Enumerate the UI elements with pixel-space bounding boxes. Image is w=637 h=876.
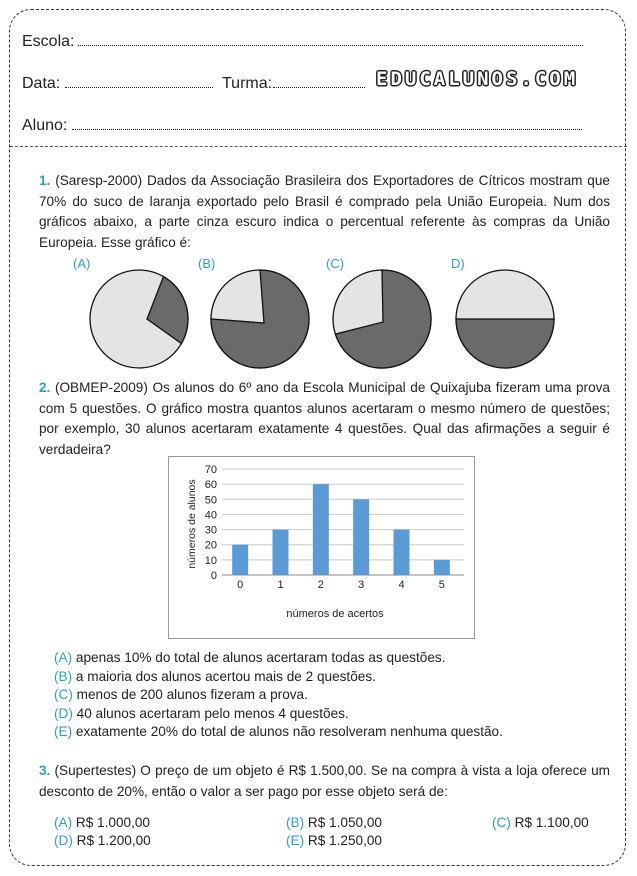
- x-tick-label: 0: [237, 579, 244, 591]
- q3-option-b-text: R$ 1.050,00: [307, 815, 382, 830]
- q3-option-a-text: R$ 1.000,00: [75, 815, 150, 830]
- q2-option-d-text: 40 alunos acertaram pelo menos 4 questões.: [76, 706, 349, 721]
- question-3-number: 3.: [39, 763, 51, 778]
- bar-1: [273, 530, 289, 575]
- y-tick-label: 0: [210, 570, 217, 582]
- question-3-text: (Supertestes) O preço de um objeto é R$ 1.500,00. Se na compra à vista a loja oferece um desconto de 20%, então o valor a ser pago por esse objeto será de:: [39, 763, 610, 799]
- school-label: Escola:: [22, 33, 75, 50]
- bar-5: [434, 560, 450, 575]
- bar-0: [232, 545, 248, 575]
- q3-option-a-letter: (A): [54, 815, 73, 830]
- pie-chart-a: [88, 268, 190, 370]
- q3-option-c[interactable]: [492, 815, 589, 830]
- y-tick-label: 20: [204, 539, 217, 552]
- question-3: [39, 761, 610, 802]
- question-1-text: (Saresp-2000) Dados da Associação Brasileira dos Exportadores de Cítricos mostram que 70% do suco de laranja exportado pelo Brasil é comprado pela União Europeia. Num dos gráficos abaixo, a parte cinza escuro indica o percentual referente às compras da União Europeia. Esse gráfico é:: [39, 173, 610, 250]
- bar-2: [313, 484, 329, 575]
- question-2-number: 2.: [39, 380, 51, 395]
- q2-option-c[interactable]: [54, 687, 308, 702]
- question-2: [39, 378, 610, 460]
- y-tick-label: 70: [204, 464, 217, 476]
- student-field[interactable]: [72, 129, 582, 130]
- x-axis-title: números de acertos: [286, 608, 384, 620]
- q2-option-c-letter: (C): [54, 687, 73, 702]
- q2-option-b-text: a maioria dos alunos acertou mais de 2 questões.: [75, 669, 376, 684]
- x-tick-label: 3: [358, 579, 365, 591]
- bar-chart: [169, 457, 474, 638]
- q3-option-d-letter: (D): [54, 833, 73, 848]
- bar-3: [353, 499, 369, 575]
- pie-chart-d: [454, 268, 556, 370]
- pie-chart-b: [209, 268, 311, 370]
- y-tick-label: 50: [204, 494, 217, 507]
- y-tick-label: 30: [204, 524, 217, 537]
- header-divider: [10, 146, 627, 147]
- q2-option-e-text: exatamente 20% do total de alunos não resolveram nenhuma questão.: [75, 724, 503, 739]
- q3-option-e-letter: (E): [286, 833, 305, 848]
- question-1-number: 1.: [39, 173, 51, 188]
- q3-option-d[interactable]: [54, 833, 151, 848]
- q2-option-d-letter: (D): [54, 706, 73, 721]
- q2-option-a-letter: (A): [54, 650, 73, 665]
- pie-label-b: (B): [198, 256, 216, 271]
- pie-label-d: D): [451, 256, 465, 271]
- x-tick-label: 1: [277, 579, 284, 591]
- q3-option-e[interactable]: [286, 833, 382, 848]
- pie-d-dark-slice: [456, 319, 554, 368]
- x-tick-label: 5: [438, 579, 445, 591]
- school-field[interactable]: [78, 45, 583, 46]
- y-tick-label: 10: [204, 554, 217, 567]
- y-axis-title: números de alunos: [186, 479, 198, 569]
- class-field[interactable]: [273, 87, 365, 88]
- q2-option-e[interactable]: [54, 724, 503, 739]
- educalunos-logo: EDUCALUNOS.COM: [376, 68, 579, 90]
- q2-option-c-text: menos de 200 alunos fizeram a prova.: [76, 687, 308, 702]
- q3-option-d-text: R$ 1.200,00: [76, 833, 151, 848]
- question-2-text: (OBMEP-2009) Os alunos do 6º ano da Escola Municipal de Quixajuba fizeram uma prova com 5 questões. O gráfico mostra quantos alunos acertaram o mesmo número de questões; por exemplo, 30 alunos acertaram exatamente 4 questões. Qual das afirmações a seguir é verdadeira?: [39, 380, 610, 457]
- pie-chart-c: [331, 268, 433, 370]
- q3-option-c-letter: (C): [492, 815, 511, 830]
- q2-option-d[interactable]: [54, 706, 349, 721]
- q2-option-b[interactable]: [54, 669, 376, 684]
- x-tick-label: 4: [398, 579, 405, 591]
- q2-option-a[interactable]: [54, 650, 445, 665]
- q3-option-c-text: R$ 1.100,00: [514, 815, 589, 830]
- q3-option-b[interactable]: [286, 815, 382, 830]
- q3-option-e-text: R$ 1.250,00: [307, 833, 382, 848]
- pie-label-c: (C): [326, 256, 345, 271]
- q2-option-b-letter: (B): [54, 669, 73, 684]
- class-label: Turma:: [222, 75, 273, 92]
- x-tick-label: 2: [317, 579, 324, 591]
- date-label: Data:: [22, 75, 61, 92]
- y-tick-label: 40: [204, 509, 217, 522]
- student-label: Aluno:: [22, 117, 68, 134]
- question-1: [39, 171, 610, 253]
- date-field[interactable]: [65, 87, 213, 88]
- y-tick-label: 60: [204, 479, 217, 492]
- pie-label-a: (A): [73, 256, 91, 271]
- q2-option-a-text: apenas 10% do total de alunos acertaram todas as questões.: [75, 650, 446, 665]
- bar-chart-frame: [168, 456, 475, 639]
- bar-4: [394, 530, 410, 575]
- q3-option-a[interactable]: [54, 815, 150, 830]
- q3-option-b-letter: (B): [286, 815, 305, 830]
- q2-option-e-letter: (E): [54, 724, 73, 739]
